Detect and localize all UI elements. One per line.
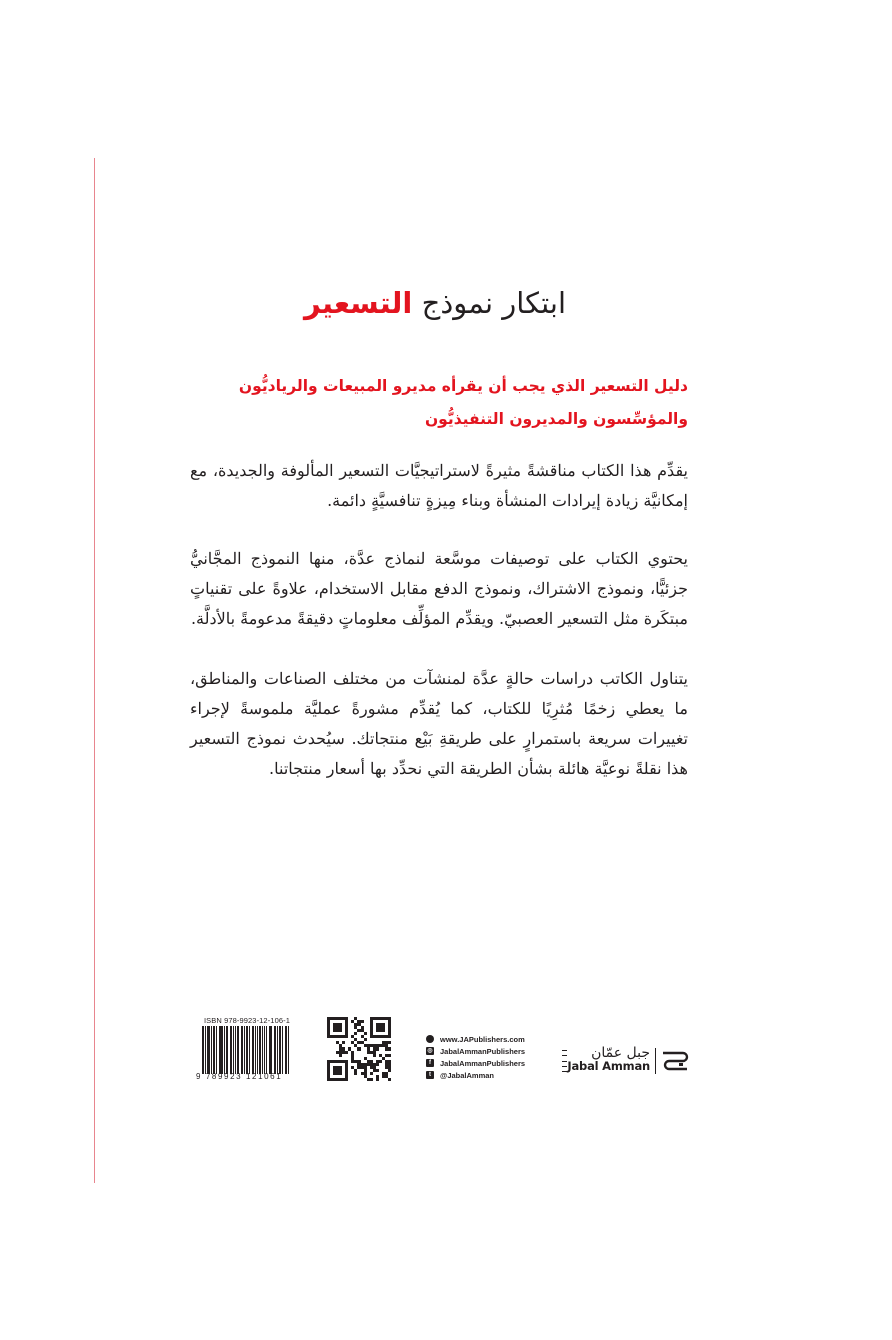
publisher-contacts [426, 1033, 566, 1081]
publisher-mark-icon [661, 1050, 689, 1072]
logo-divider [655, 1048, 656, 1074]
blurb-paragraph-2: يحتوي الكتاب على توصيفات موسَّعة لنماذج عدَّة، منها النموذج المجَّانيُّ جزئيًّا، ونموذج الاشتراك، ونموذج الدفع مقابل الاستخدام، علاوةً على تقنياتٍ مبتكَرة مثل التسعير العصبيّ. ويقدِّم المؤلِّف معلوماتٍ دقيقةً مدعومةً بالأدلَّة. [190, 549, 689, 628]
globe-icon [426, 1035, 434, 1043]
twitter-icon: t [426, 1071, 434, 1079]
publisher-name-english: Jabal Amman [567, 1059, 650, 1073]
facebook-icon: f [426, 1059, 434, 1067]
instagram-icon: ◎ [427, 1048, 433, 1054]
spine-guide-line [94, 158, 95, 1183]
publisher-logo [562, 1046, 690, 1086]
blurb-paragraph-3: يتناول الكاتب دراسات حالةٍ عدَّة لمنشآت من مختلف الصناعات والمناطق، ما يعطي زخمًا مُثرِيًا للكتاب، كما يُقدِّم مشورةً عمليَّة ملموسةً لإجراء تغييرات سريعة باستمرارٍ على طريقةِ بَيْع منتجاتك. سيُحدث نموذج التسعير هذا نقلةً نوعيَّة هائلة بشأن الطريقة التي نحدِّد بها أسعار منتجاتنا. [190, 669, 688, 778]
contact-facebook [426, 1057, 566, 1069]
contact-twitter-text: @JabalAmman [440, 1070, 494, 1080]
contact-twitter [426, 1069, 566, 1081]
contact-facebook-text: JabalAmmanPublishers [440, 1058, 526, 1068]
logo-text [562, 1046, 650, 1072]
isbn-label: ISBN 978-9923-12-106-1 [203, 1016, 290, 1025]
barcode-digits: 9 789923 121061 [196, 1072, 283, 1081]
barcode-bars [202, 1026, 290, 1074]
title-part-red: التسعير [303, 286, 413, 321]
contact-website [426, 1033, 566, 1045]
isbn-barcode [196, 1016, 290, 1082]
contact-website-text: www.JAPublishers.com [440, 1034, 525, 1044]
publisher-name-arabic: جبل عمّان [591, 1045, 650, 1061]
qr-code [327, 1017, 391, 1081]
book-title [190, 281, 566, 325]
blurb-paragraph-1: يقدِّم هذا الكتاب مناقشةً مثيرةً لاستراتيجيَّات التسعير المألوفة والجديدة، مع إمكانيَّة زيادة إيرادات المنشأة وبناء مِيزةٍ تنافسيَّةٍ دائمة. [190, 461, 688, 510]
contact-instagram-text: JabalAmmanPublishers [440, 1046, 526, 1056]
book-subtitle: دليل التسعير الذي يجب أن يقرأه مديرو المبيعات والرياديُّون والمؤسِّسون والمديرون التنفيذيُّون [238, 377, 688, 428]
contact-instagram [426, 1045, 566, 1057]
back-cover-footer [190, 1016, 690, 1088]
title-part-black: ابتكار نموذج [421, 286, 566, 321]
